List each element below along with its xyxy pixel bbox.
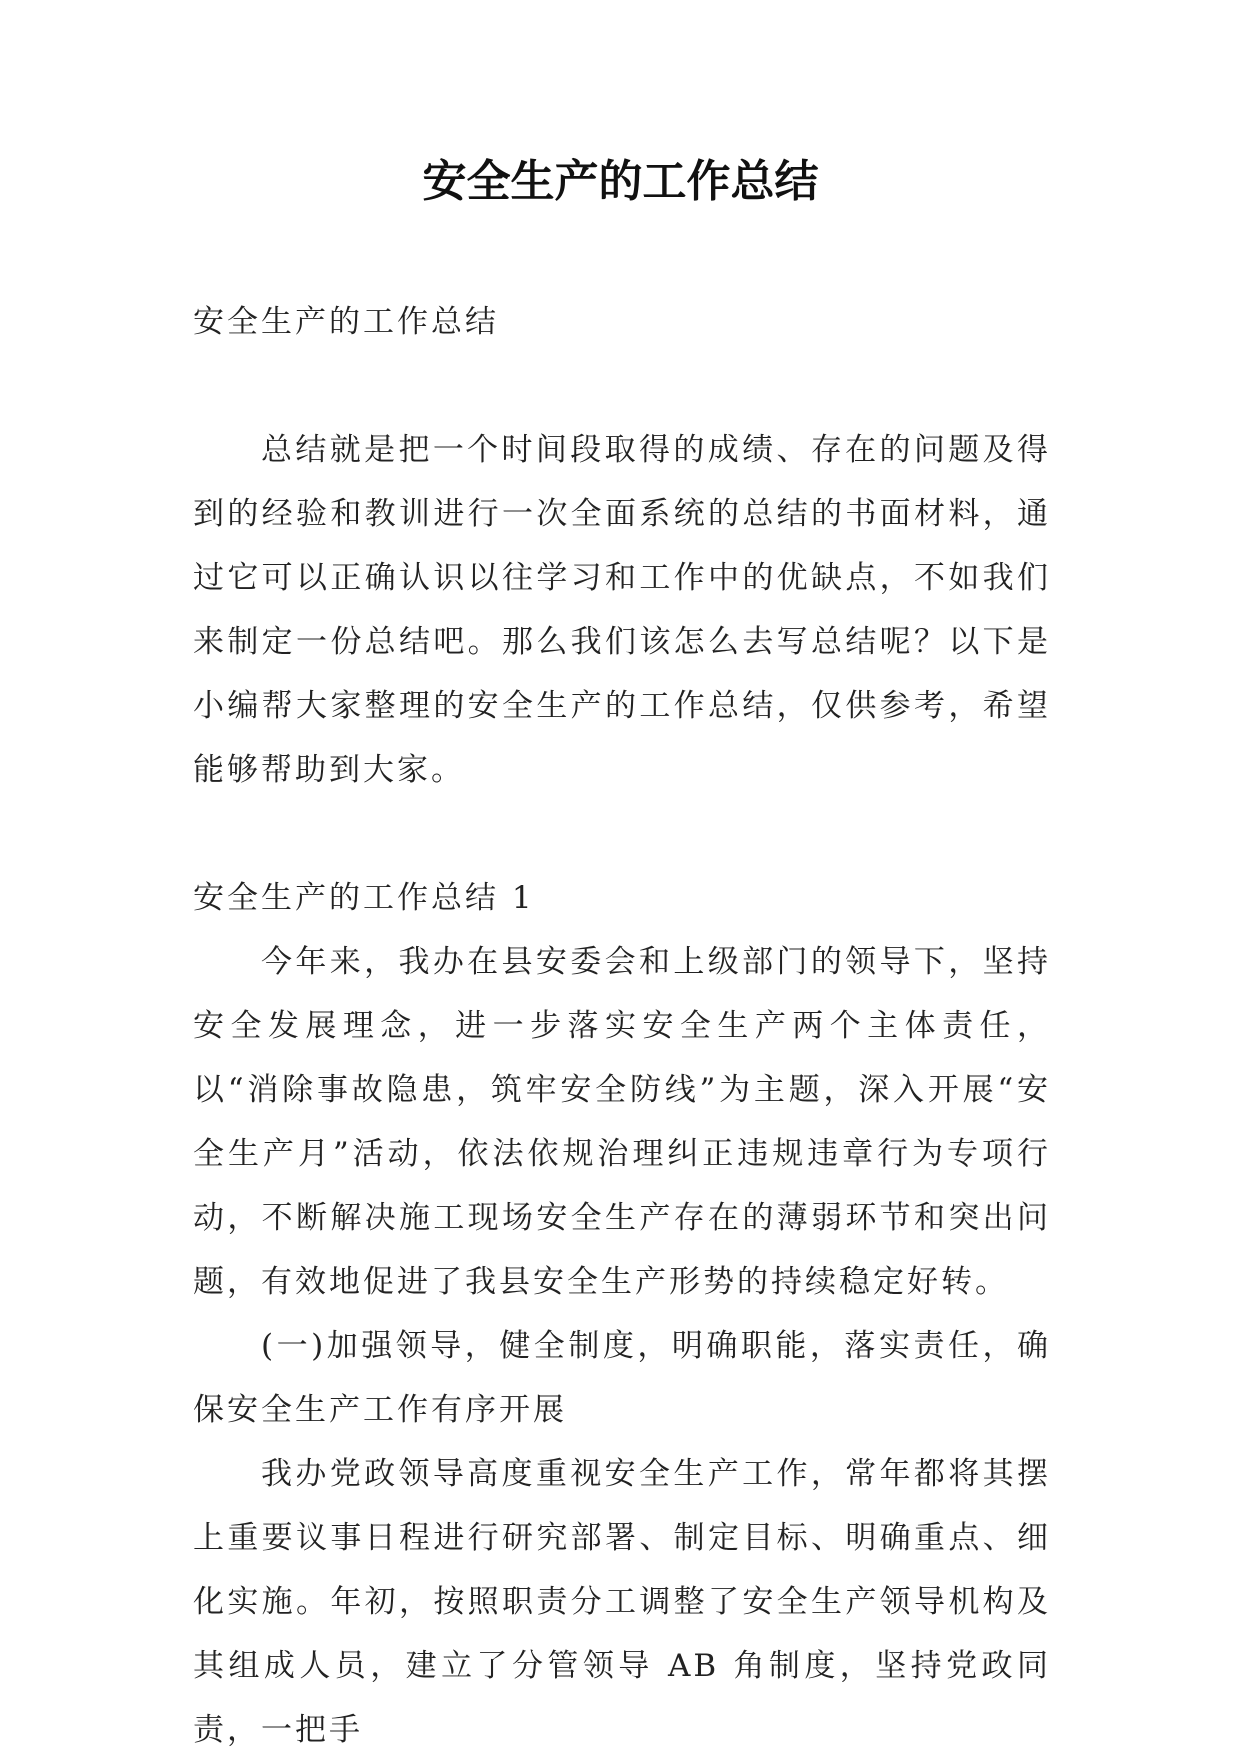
document-title: 安全生产的工作总结 <box>422 156 819 207</box>
intro-paragraph: 总结就是把一个时间段取得的成绩、存在的问题及得到的经验和教训进行一次全面系统的总结的书面材料，通过它可以正确认识以往学习和工作中的优缺点，不如我们来制定一份总结吧。那么我们该怎么去写总结呢？以下是小编帮大家整理的安全生产的工作总结，仅供参考，希望能够帮助到大家。 <box>193 432 1051 788</box>
subsection-heading: (一)加强领导，健全制度，明确职能，落实责任，确保安全生产工作有序开展 <box>193 1328 1051 1428</box>
body-paragraph: 我办党政领导高度重视安全生产工作，常年都将其摆上重要议事日程进行研究部署、制定目标、明确重点、细化实施。年初，按照职责分工调整了安全生产领导机构及其组成人员，建立了分管领导 AB 角制度，坚持党政同责，一把手 <box>193 1456 1051 1748</box>
body-paragraph: 今年来，我办在县安委会和上级部门的领导下，坚持安全发展理念，进一步落实安全生产两个主体责任，以“消除事故隐患，筑牢安全防线”为主题，深入开展“安全生产月”活动，依法依规治理纠正违规违章行为专项行动，不断解决施工现场安全生产存在的薄弱环节和突出问题，有效地促进了我县安全生产形势的持续稳定好转。 <box>193 944 1051 1300</box>
section-heading: 安全生产的工作总结 1 <box>193 880 535 916</box>
document-subtitle: 安全生产的工作总结 <box>193 304 499 340</box>
document-body <box>193 290 1051 1762</box>
